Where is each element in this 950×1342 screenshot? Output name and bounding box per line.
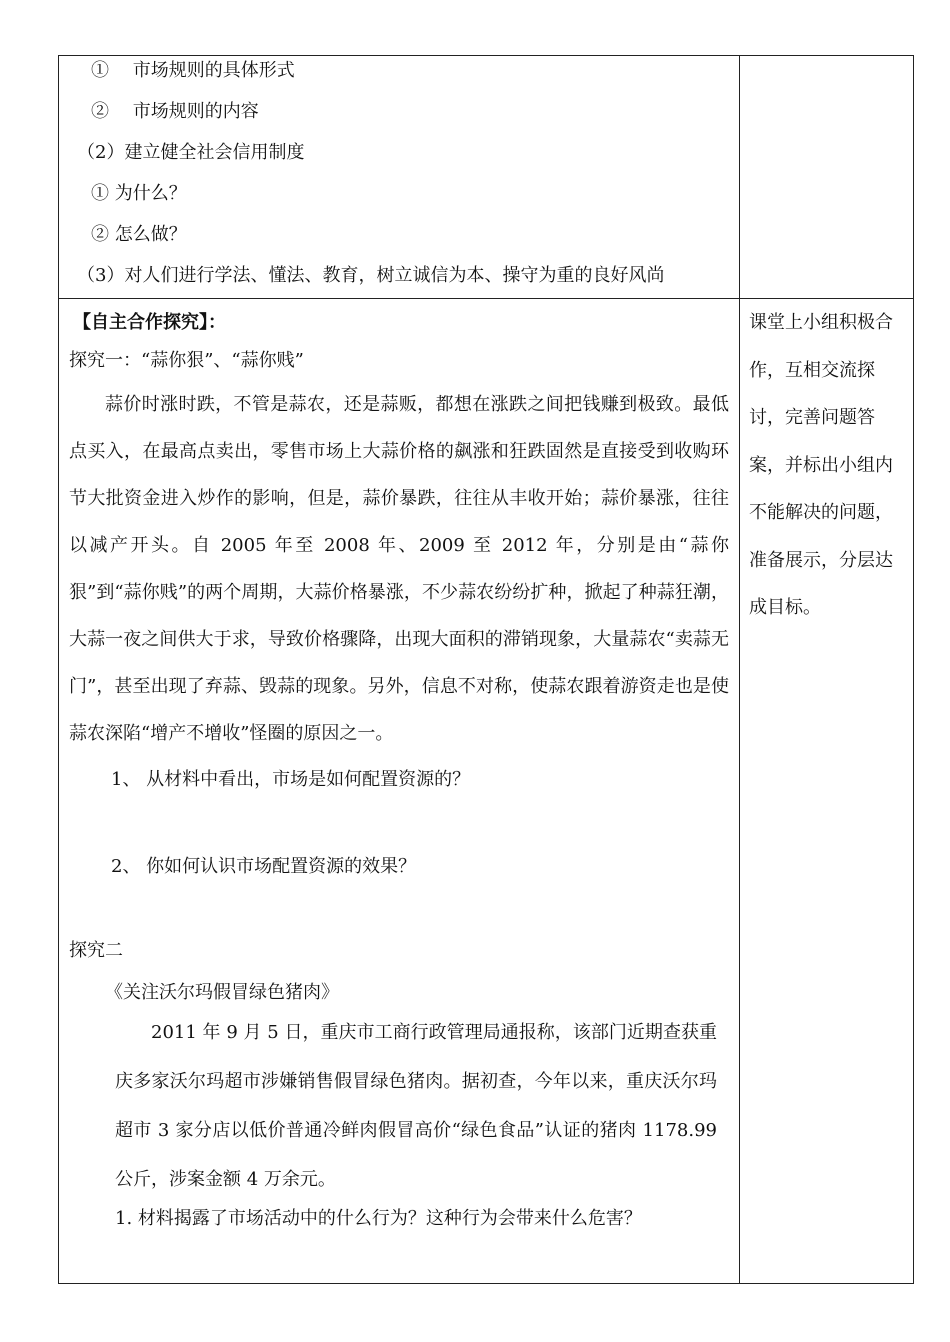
rule-content-item: ② 市场规则的内容 bbox=[91, 101, 259, 122]
side-note: 课堂上小组积极合作，互相交流探讨，完善问题答案，并标出小组内不能解决的问题，准备展示，分层达成目标。 bbox=[749, 312, 893, 618]
how-item: ② 怎么做？ bbox=[91, 224, 187, 245]
explore2-title: 探究二 bbox=[69, 940, 123, 961]
explore2-subtitle: 《关注沃尔玛假冒绿色猪肉》 bbox=[105, 982, 339, 1003]
lesson-table bbox=[58, 55, 914, 1284]
why-item: ① 为什么？ bbox=[91, 183, 187, 204]
explore1-paragraph: 蒜价时涨时跌，不管是蒜农，还是蒜贩，都想在涨跌之间把钱赚到极致。最低点买入，在最高点卖出，零售市场上大蒜价格的飙涨和狂跌固然是直接受到收购环节大批资金进入炒作的影响，但是，蒜价暴跌，往往从丰收开始；蒜价暴涨，往往以减产开头。自 2005 年至 2008 年、2009 至 2012 年，分别是由“蒜你狠”到“蒜你贱”的两个周期，大蒜价格暴涨，不少蒜农纷纷扩种，掀起了种蒜狂潮，大蒜一夜之间供大于求，导致价格骤降，出现大面积的滞销现象，大量蒜农“卖蒜无门”，甚至出现了弃蒜、毁蒜的现象。另外，信息不对称，使蒜农跟着游资走也是使蒜农深陷“增产不增收”怪圈的原因之一。 bbox=[69, 394, 729, 744]
explore1-title: 探究一：“蒜你狠”、“蒜你贱” bbox=[69, 350, 304, 371]
section-title: 【自主合作探究】： bbox=[73, 312, 226, 333]
explore2-question-1: 1. 材料揭露了市场活动中的什么行为？这种行为会带来什么危害？ bbox=[115, 1208, 642, 1229]
education-heading: （3）对人们进行学法、懂法、教育，树立诚信为本、操守为重的良好风尚 bbox=[77, 265, 665, 286]
rule-form-item: ① 市场规则的具体形式 bbox=[91, 60, 295, 81]
credit-system-heading: （2）建立健全社会信用制度 bbox=[77, 142, 305, 163]
column-divider bbox=[739, 56, 740, 1283]
explore1-question-2: 2、 你如何认识市场配置资源的效果？ bbox=[111, 856, 417, 877]
explore1-question-1: 1、 从材料中看出，市场是如何配置资源的？ bbox=[111, 769, 471, 790]
explore2-paragraph: 2011 年 9 月 5 日，重庆市工商行政管理局通报称，该部门近期查获重庆多家沃尔玛超市涉嫌销售假冒绿色猪肉。据初查，今年以来，重庆沃尔玛超市 3 家分店以低价普通冷鲜肉假冒高价“绿色食品”认证的猪肉 1178.99 公斤，涉案金额 4 万余元。 bbox=[115, 1022, 717, 1190]
